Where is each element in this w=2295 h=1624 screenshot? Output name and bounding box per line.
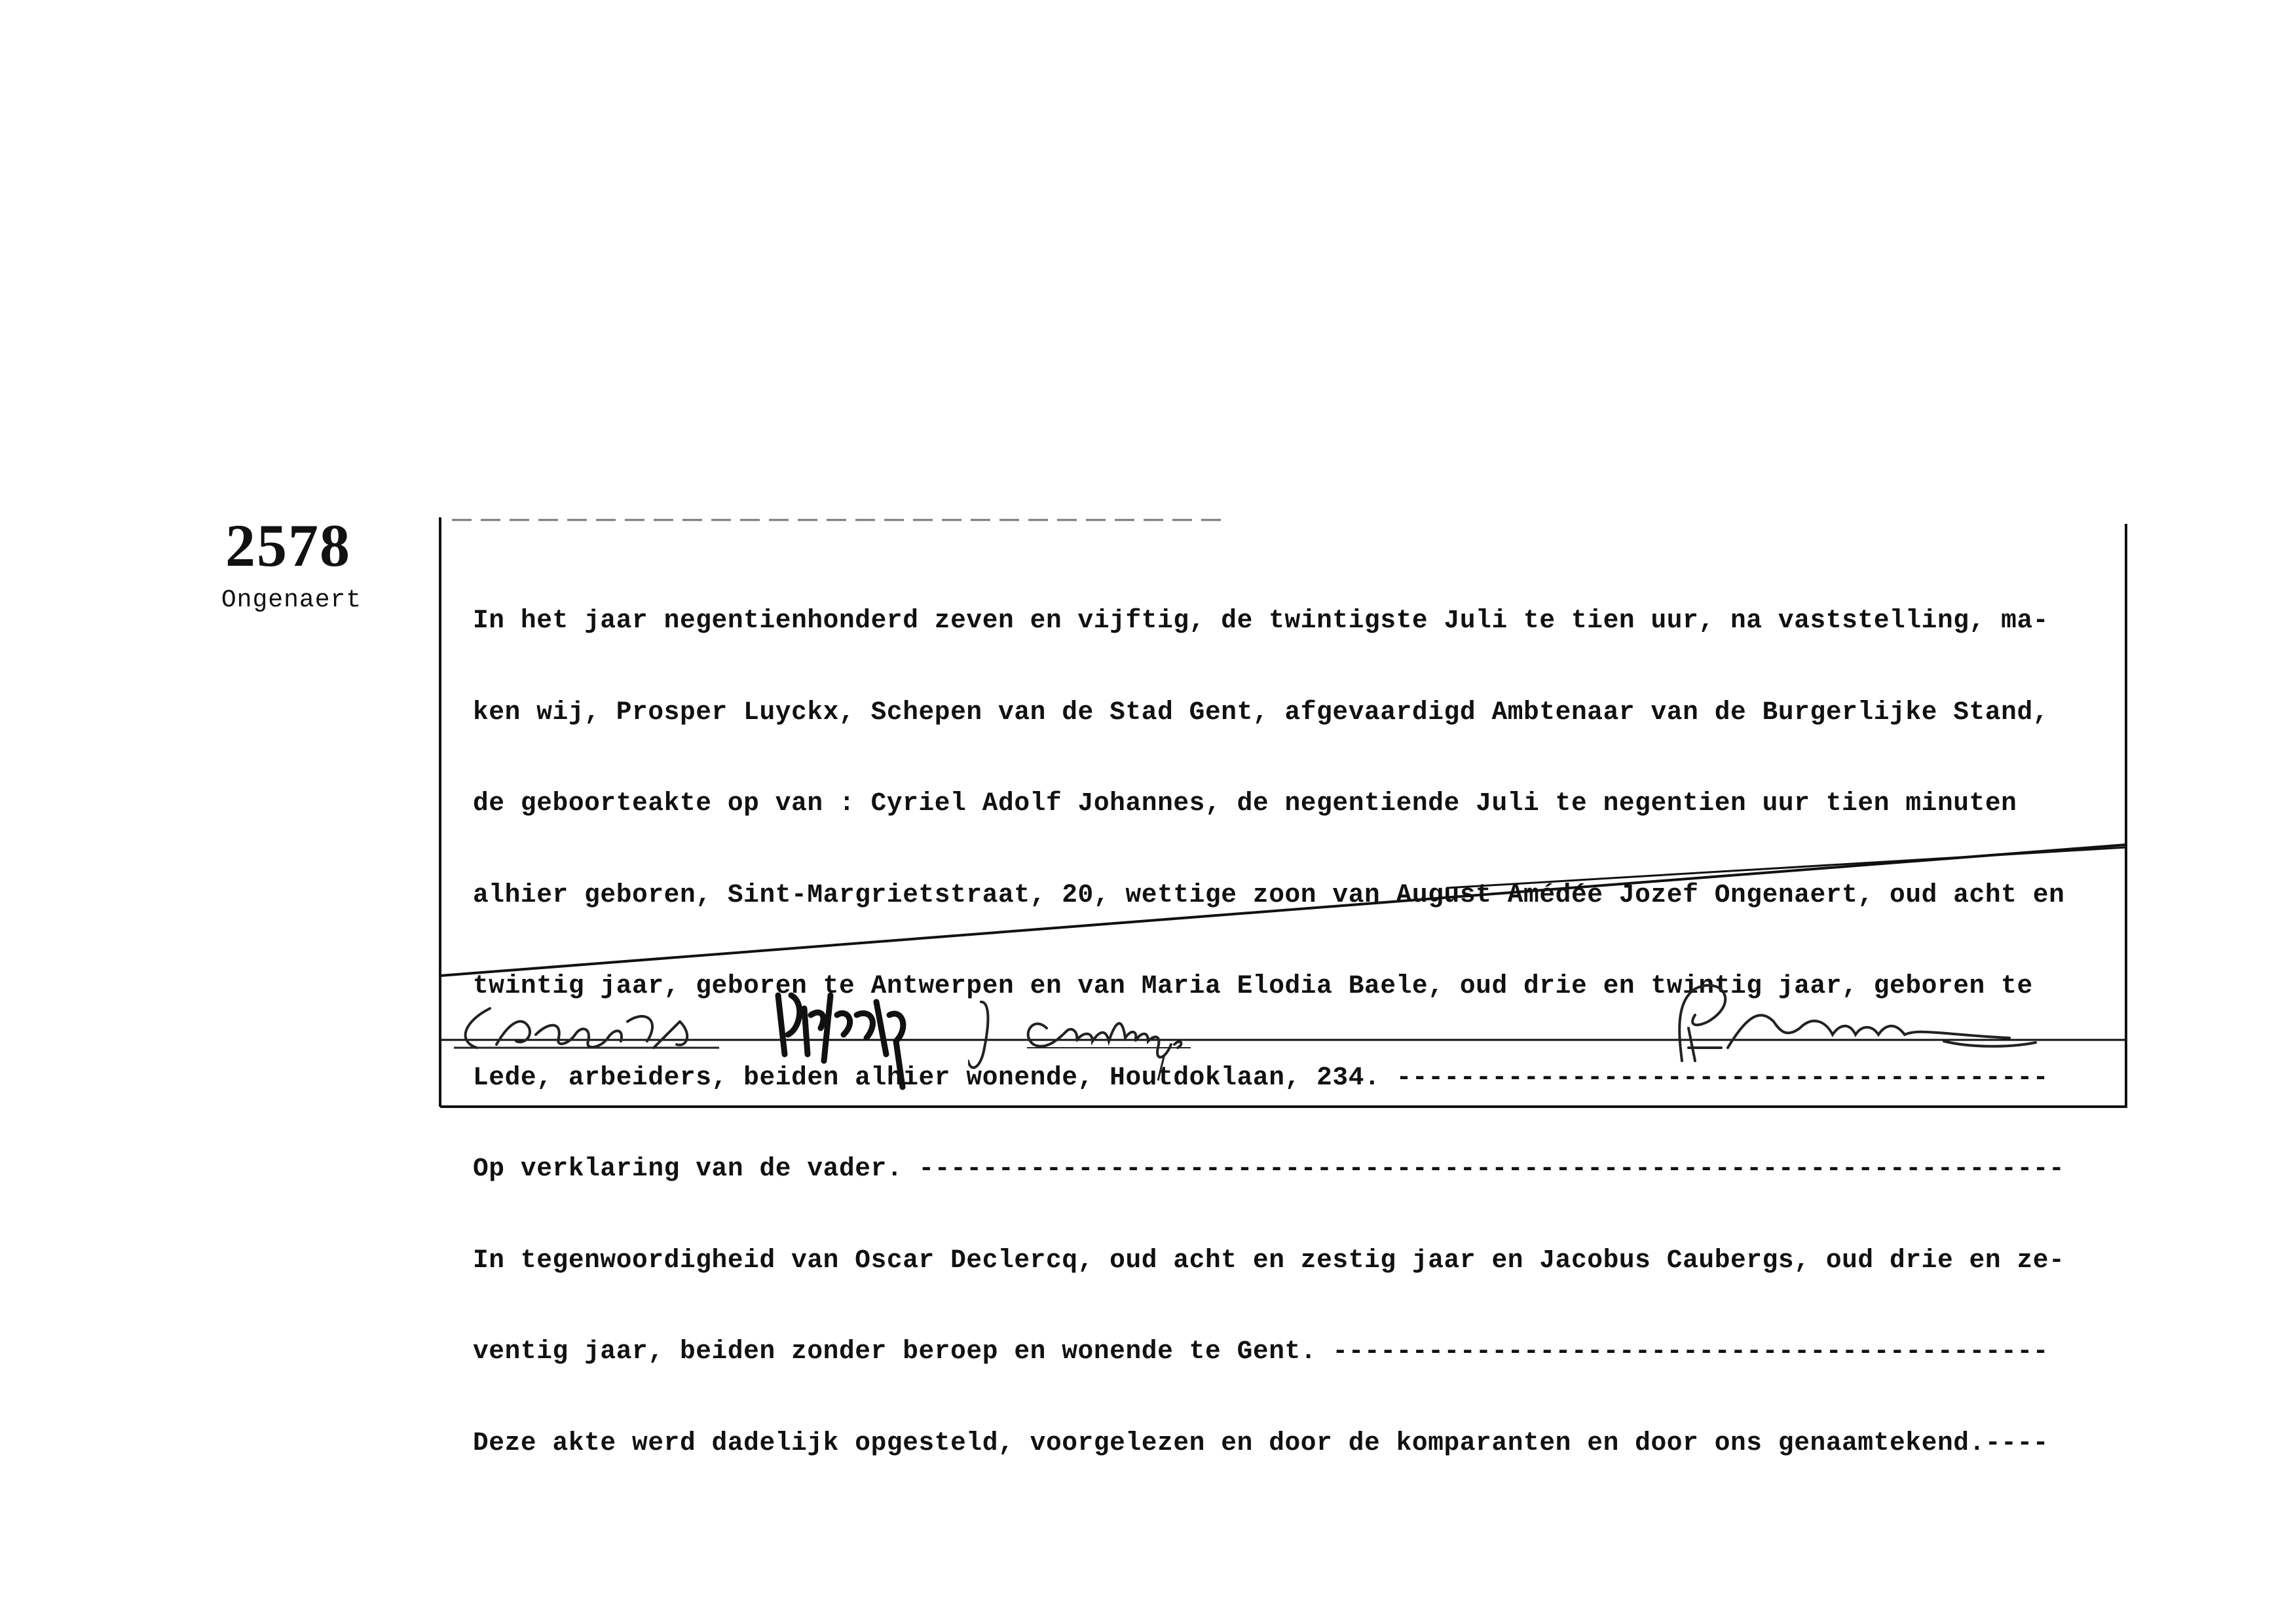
signature-declercq [765,976,961,1094]
signature-area [438,976,2137,1094]
margin-surname: Ongenaert [221,586,362,614]
record-line: de geboorteakte op van : Cyriel Adolf Johannes, de negentiende Juli te negentien uur tien minuten [473,788,2017,818]
record-line: In tegenwoordigheid van Oscar Declercq, oud acht en zestig jaar en Jacobus Caubergs, oud drie en ze- [473,1245,2065,1275]
record-line: alhier geboren, Sint-Margrietstraat, 20, wettige zoon van August Amédée Jozef Ongenaert, oud acht en [473,879,2065,910]
record-line: ventig jaar, beiden zonder beroep en wonende te Gent. --------------------------------------------- [473,1337,2049,1366]
record-line: ken wij, Prosper Luyckx, Schepen van de Stad Gent, afgevaardigd Ambtenaar van de Burgerlijke Stand, [473,697,2049,727]
signature-luyckx [1669,976,2088,1080]
signature-caubergs [968,976,1217,1094]
record-line: In het jaar negentienhonderd zeven en vijftig, de twintigste Juli te tien uur, na vaststelling, ma- [473,606,2049,635]
record-line: Deze akte werd dadelijk opgesteld, voorgelezen en door de komparanten en door ons genaamtekend.---- [473,1428,2049,1458]
record-line: Lede, arbeiders, beiden alhier wonende, Houtdoklaan, 234. ----------------------------------------- [473,1062,2049,1092]
record-number: 2578 [225,512,351,579]
signature-ongenaert [451,982,726,1087]
birth-record [438,517,2137,1458]
record-line: Op verklaring van de vader. ------------------------------------------------------------------------ [473,1154,2065,1183]
record-line: twintig jaar, geboren te Antwerpen en van Maria Elodia Baele, oud drie en twintig jaar, geboren te [473,971,2033,1001]
